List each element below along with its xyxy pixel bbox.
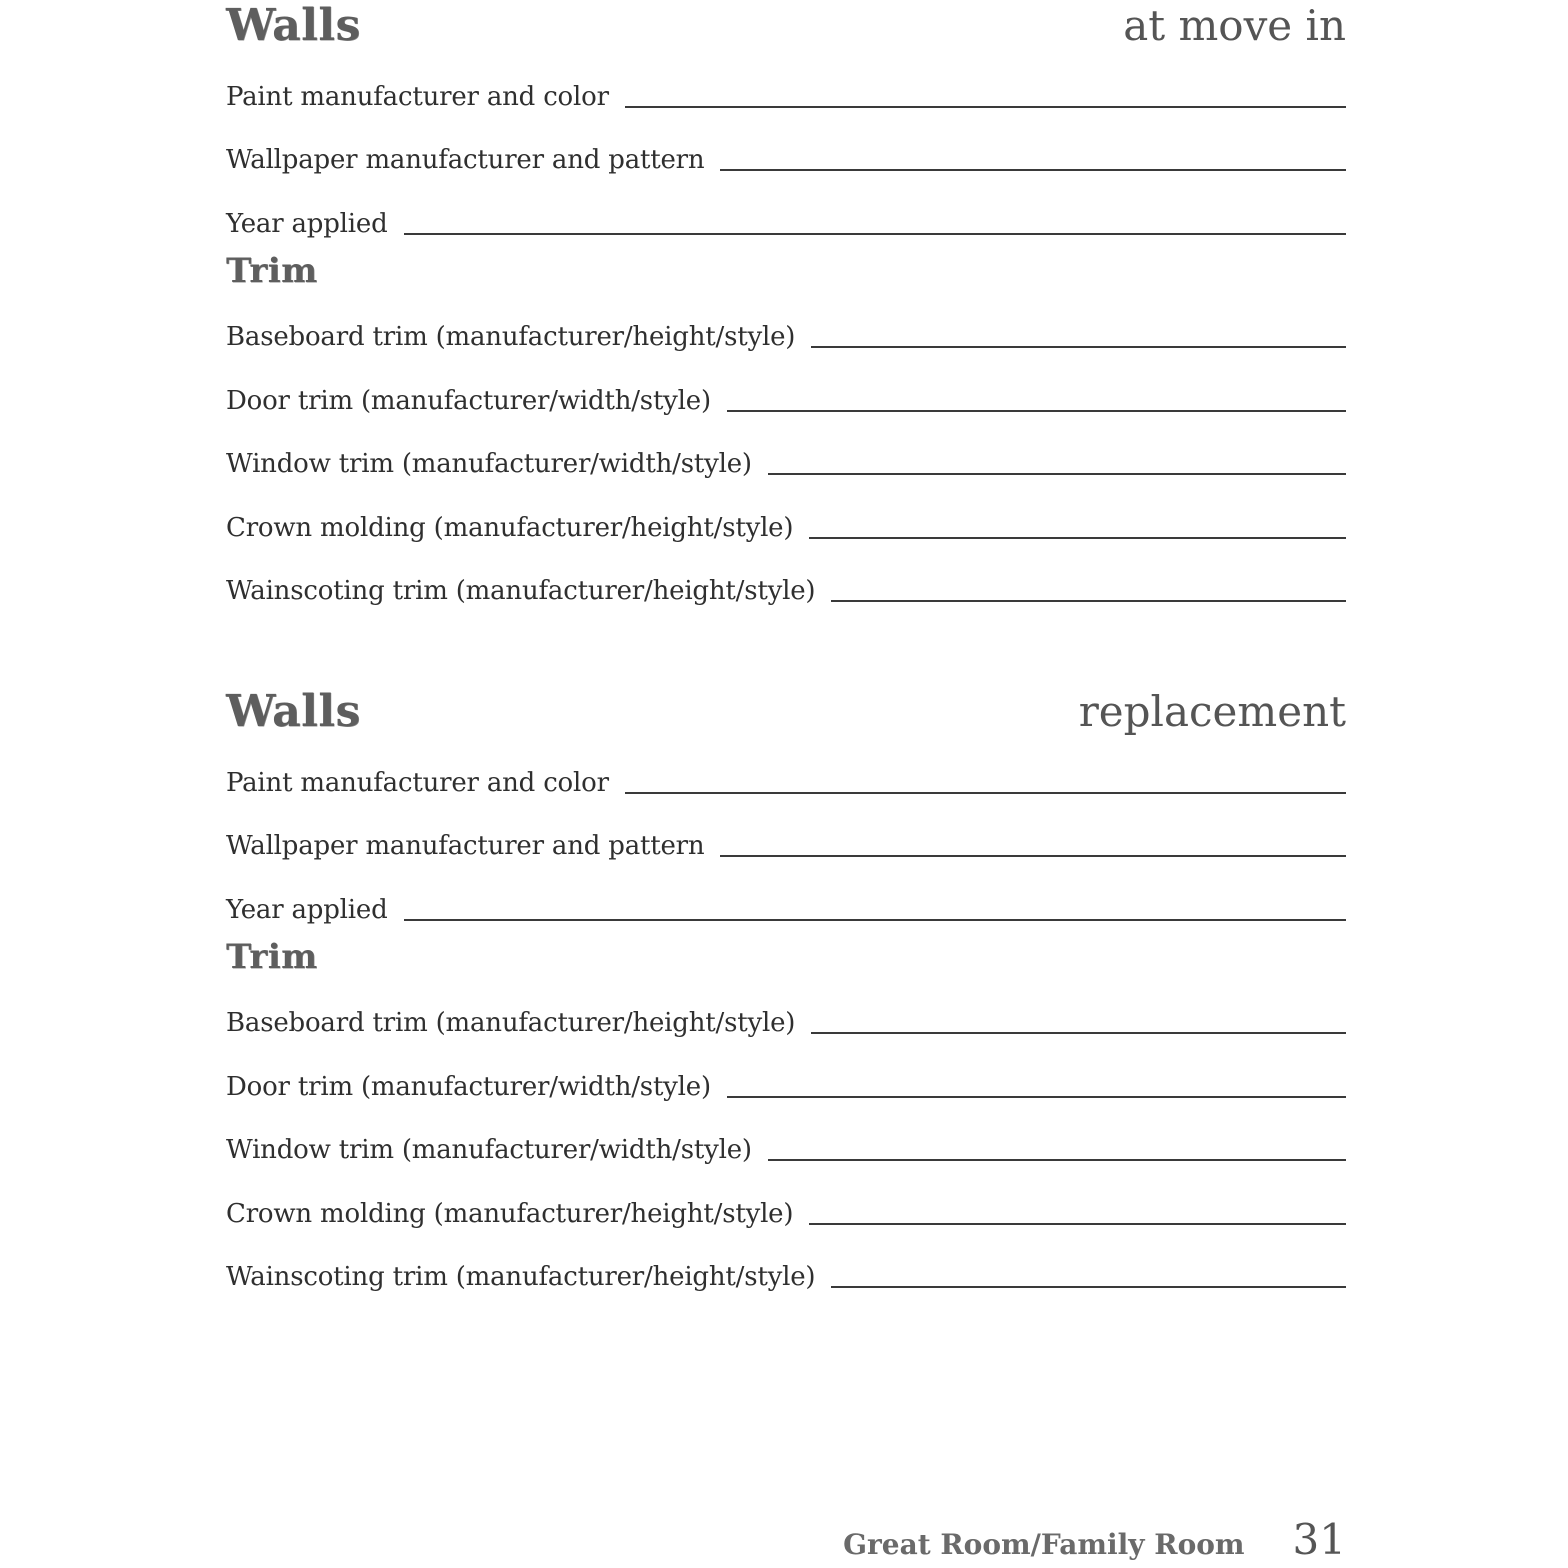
fill-in-line[interactable] <box>831 600 1346 602</box>
fill-in-line[interactable] <box>720 169 1346 171</box>
trim-heading: Trim <box>226 250 318 291</box>
fill-in-line[interactable] <box>727 410 1346 412</box>
field-label: Window trim (manufacturer/width/style) <box>226 449 752 479</box>
trim-header <box>226 929 1346 979</box>
fill-in-line[interactable] <box>768 473 1346 475</box>
section-header <box>226 0 1346 52</box>
fill-in-line[interactable] <box>720 855 1346 857</box>
field-wallpaper <box>226 802 1346 866</box>
field-paint <box>226 52 1346 116</box>
field-label: Wallpaper manufacturer and pattern <box>226 831 705 861</box>
fill-in-line[interactable] <box>625 106 1346 108</box>
field-label: Wainscoting trim (manufacturer/height/style) <box>226 1262 816 1292</box>
field-wallpaper <box>226 116 1346 180</box>
page-footer <box>843 1515 1346 1564</box>
fill-in-line[interactable] <box>768 1159 1346 1161</box>
walls-heading: Walls <box>226 0 361 51</box>
field-label: Baseboard trim (manufacturer/height/style) <box>226 1008 796 1038</box>
field-wainscoting-trim <box>226 547 1346 611</box>
field-crown-molding <box>226 483 1346 547</box>
fill-in-line[interactable] <box>404 233 1346 235</box>
field-label: Year applied <box>226 894 388 925</box>
footer-title: Great Room/Family Room <box>843 1528 1245 1561</box>
field-label: Door trim (manufacturer/width/style) <box>226 385 711 416</box>
walls-replacement-section <box>226 686 1346 1296</box>
field-door-trim <box>226 1042 1346 1106</box>
fill-in-line[interactable] <box>831 1286 1346 1288</box>
walls-at-move-in-section <box>226 0 1346 610</box>
field-label: Crown molding (manufacturer/height/style) <box>226 1198 794 1229</box>
fill-in-line[interactable] <box>809 537 1346 539</box>
fill-in-line[interactable] <box>625 792 1346 794</box>
trim-header <box>226 243 1346 293</box>
trim-heading: Trim <box>226 936 318 977</box>
fill-in-line[interactable] <box>727 1096 1346 1098</box>
field-year-applied <box>226 865 1346 929</box>
field-baseboard-trim <box>226 293 1346 357</box>
field-label: Year applied <box>226 208 388 239</box>
field-label: Wainscoting trim (manufacturer/height/style) <box>226 576 816 606</box>
field-label: Baseboard trim (manufacturer/height/style) <box>226 322 796 352</box>
fill-in-line[interactable] <box>811 346 1346 348</box>
fill-in-line[interactable] <box>811 1032 1346 1034</box>
page-number: 31 <box>1292 1515 1346 1564</box>
section-header <box>226 686 1346 738</box>
field-baseboard-trim <box>226 979 1346 1043</box>
field-label: Window trim (manufacturer/width/style) <box>226 1135 752 1165</box>
field-window-trim <box>226 1106 1346 1170</box>
section-tag: at move in <box>1123 1 1346 50</box>
field-label: Wallpaper manufacturer and pattern <box>226 145 705 175</box>
field-label: Paint manufacturer and color <box>226 767 609 798</box>
field-wainscoting-trim <box>226 1233 1346 1297</box>
field-label: Crown molding (manufacturer/height/style) <box>226 512 794 543</box>
fill-in-line[interactable] <box>809 1223 1346 1225</box>
field-year-applied <box>226 179 1346 243</box>
fill-in-line[interactable] <box>404 919 1346 921</box>
walls-heading: Walls <box>226 686 361 737</box>
field-window-trim <box>226 420 1346 484</box>
field-crown-molding <box>226 1169 1346 1233</box>
field-label: Door trim (manufacturer/width/style) <box>226 1071 711 1102</box>
field-label: Paint manufacturer and color <box>226 81 609 112</box>
field-door-trim <box>226 356 1346 420</box>
section-tag: replacement <box>1078 687 1346 736</box>
field-paint <box>226 738 1346 802</box>
